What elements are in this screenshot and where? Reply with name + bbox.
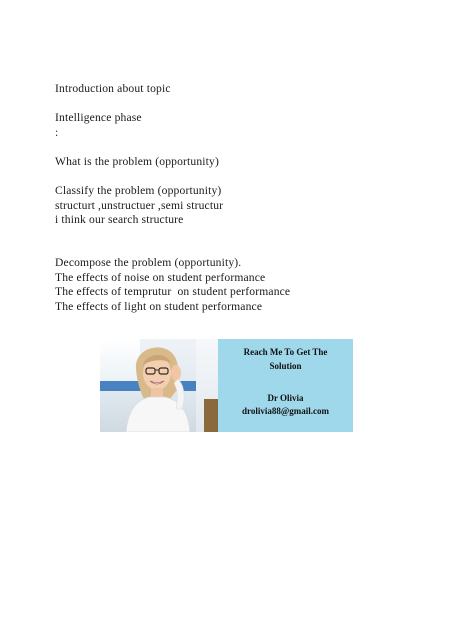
phase-title: Intelligence phase	[55, 111, 142, 125]
document-body	[55, 82, 425, 314]
search-structure-note: i think our search structure	[55, 213, 184, 227]
decompose-heading: Decompose the problem (opportunity).	[55, 255, 242, 269]
contact-name: Dr Olivia	[267, 393, 304, 403]
effect-light: The effects of light on student performance	[55, 299, 263, 313]
classify-heading: Classify the problem (opportunity)	[55, 184, 222, 198]
problem-question: What is the problem (opportunity)	[55, 154, 220, 168]
woman-illustration	[100, 339, 218, 432]
structure-types: structurt ,unstructuer ,semi structur	[55, 198, 224, 212]
reach-me-heading: Reach Me To Get The	[243, 347, 328, 357]
contact-email[interactable]: drolivia88@gmail.com	[242, 406, 329, 416]
contact-info-panel	[218, 339, 353, 432]
effect-temperature: The effects of temprutur on student performance	[55, 285, 291, 299]
woman-with-glasses-photo	[100, 339, 218, 432]
effect-noise: The effects of noise on student performance	[55, 270, 266, 284]
solution-heading: Solution	[269, 361, 302, 371]
colon-line: :	[55, 125, 59, 139]
contact-banner[interactable]	[100, 339, 353, 432]
topic-intro: Introduction about topic	[55, 82, 171, 95]
